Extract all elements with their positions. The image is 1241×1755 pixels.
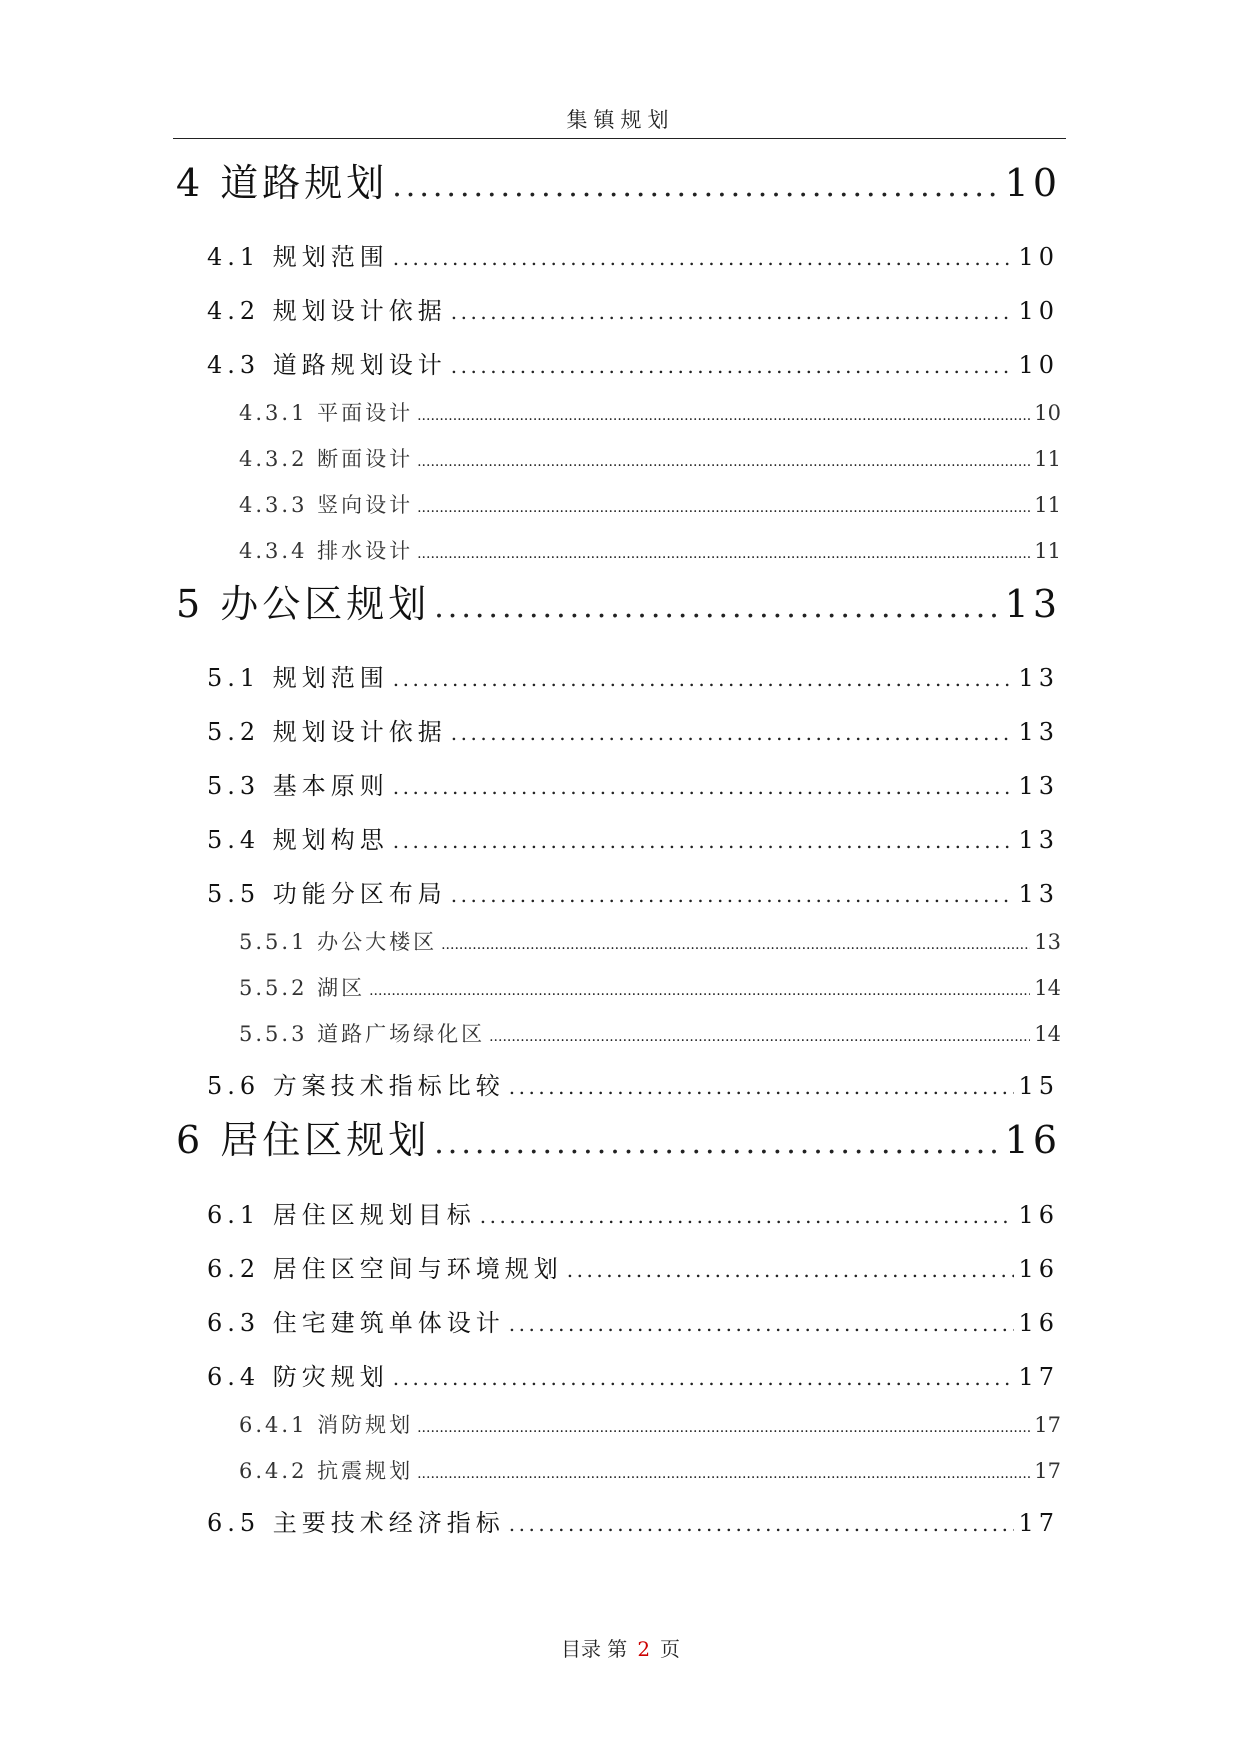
dot-leader: [489, 1029, 1030, 1045]
toc-entry-page: 10: [1018, 243, 1059, 271]
toc-entry-page: 16: [1018, 1201, 1059, 1229]
toc-entry-label: 6.4.1 消防规划: [239, 1413, 414, 1437]
toc-entry-page: 16: [1004, 1118, 1061, 1162]
toc-entry-6-4-2[interactable]: [239, 1455, 1061, 1485]
toc-entry-page: 13: [1018, 664, 1059, 692]
dot-leader: [434, 1126, 1000, 1161]
toc-entry-page: 17: [1034, 1459, 1061, 1483]
toc-entry-page: 10: [1004, 161, 1061, 205]
dot-leader: [567, 1258, 1015, 1282]
toc-entry-page: 14: [1034, 1022, 1061, 1046]
dot-leader: [417, 1420, 1030, 1436]
toc-entry-page: 13: [1018, 772, 1059, 800]
toc-entry-chapter-6[interactable]: [176, 1109, 1061, 1164]
toc-entry-4-3-3[interactable]: [239, 489, 1061, 519]
toc-entry-label: 5.5.3 道路广场绿化区: [239, 1022, 486, 1046]
toc-entry-label: 4.1 规划范围: [207, 243, 389, 271]
dot-leader: [451, 300, 1015, 324]
toc-entry-label: 6.1 居住区规划目标: [207, 1201, 476, 1229]
toc-entry-page: 10: [1034, 401, 1061, 425]
dot-leader: [451, 721, 1015, 745]
running-header-title: 集镇规划: [566, 108, 675, 132]
toc-entry-5-3[interactable]: [207, 766, 1059, 801]
footer-prefix: 目录 第: [560, 1637, 628, 1661]
toc-entry-page: 11: [1034, 447, 1061, 471]
dot-leader: [417, 408, 1030, 424]
toc-entry-4-1[interactable]: [207, 237, 1059, 272]
toc-entry-6-4-1[interactable]: [239, 1409, 1061, 1439]
toc-entry-label: 4.3 道路规划设计: [207, 351, 447, 379]
toc-entry-page: 13: [1018, 718, 1059, 746]
dot-leader: [392, 169, 1000, 204]
dot-leader: [417, 500, 1030, 516]
toc-entry-page: 13: [1004, 582, 1061, 626]
toc-entry-page: 17: [1018, 1363, 1059, 1391]
toc-entry-page: 10: [1018, 297, 1059, 325]
dot-leader: [393, 667, 1015, 691]
dot-leader: [480, 1204, 1015, 1228]
toc-entry-5-5-3[interactable]: [239, 1018, 1061, 1048]
toc-entry-page: 16: [1018, 1309, 1059, 1337]
toc-entry-page: 14: [1034, 976, 1061, 1000]
toc-entry-5-5-1[interactable]: [239, 926, 1061, 956]
toc-entry-chapter-5[interactable]: [176, 573, 1061, 628]
toc-entry-4-3[interactable]: [207, 345, 1059, 380]
toc-entry-label: 6 居住区规划: [176, 1118, 431, 1162]
toc-entry-page: 13: [1018, 880, 1059, 908]
dot-leader: [509, 1075, 1015, 1099]
toc-entry-label: 4 道路规划: [176, 161, 389, 205]
toc-entry-chapter-4[interactable]: [176, 152, 1061, 207]
page-footer: [0, 1633, 1241, 1662]
toc-entry-page: 11: [1034, 539, 1061, 563]
dot-leader: [393, 775, 1015, 799]
dot-leader: [509, 1512, 1015, 1536]
toc-entry-6-3[interactable]: [207, 1303, 1059, 1338]
toc-entry-label: 5.5 功能分区布局: [207, 880, 447, 908]
toc-entry-4-3-1[interactable]: [239, 397, 1061, 427]
toc-entry-6-2[interactable]: [207, 1249, 1059, 1284]
toc-entry-label: 4.3.4 排水设计: [239, 539, 414, 563]
toc-entry-label: 5.6 方案技术指标比较: [207, 1072, 505, 1100]
toc-entry-page: 16: [1018, 1255, 1059, 1283]
toc-entry-6-1[interactable]: [207, 1195, 1059, 1230]
toc-entry-page: 17: [1018, 1509, 1059, 1537]
footer-page-number: 2: [637, 1637, 651, 1661]
dot-leader: [369, 983, 1030, 999]
dot-leader: [451, 883, 1015, 907]
toc-entry-6-4[interactable]: [207, 1357, 1059, 1392]
toc-entry-label: 6.4.2 抗震规划: [239, 1459, 414, 1483]
toc-entry-6-5[interactable]: [207, 1503, 1059, 1538]
toc-entry-label: 5 办公区规划: [176, 582, 431, 626]
toc-entry-label: 6.2 居住区空间与环境规划: [207, 1255, 563, 1283]
header-rule: [173, 138, 1066, 139]
footer-suffix: 页: [660, 1637, 681, 1661]
dot-leader: [417, 546, 1030, 562]
toc-entry-5-5[interactable]: [207, 874, 1059, 909]
toc-entry-label: 4.3.1 平面设计: [239, 401, 414, 425]
toc-entry-page: 13: [1018, 826, 1059, 854]
dot-leader: [417, 454, 1030, 470]
toc-entry-page: 10: [1018, 351, 1059, 379]
toc-entry-label: 4.2 规划设计依据: [207, 297, 447, 325]
dot-leader: [434, 590, 1000, 625]
dot-leader: [509, 1312, 1015, 1336]
toc-entry-5-1[interactable]: [207, 658, 1059, 693]
dot-leader: [393, 246, 1015, 270]
toc-entry-label: 5.3 基本原则: [207, 772, 389, 800]
toc-entry-page: 17: [1034, 1413, 1061, 1437]
dot-leader: [393, 1366, 1015, 1390]
toc-entry-label: 5.5.2 湖区: [239, 976, 366, 1000]
toc-entry-label: 6.4 防灾规划: [207, 1363, 389, 1391]
toc-entry-page: 13: [1034, 930, 1061, 954]
toc-entry-label: 4.3.3 竖向设计: [239, 493, 414, 517]
dot-leader: [393, 829, 1015, 853]
toc-entry-label: 4.3.2 断面设计: [239, 447, 414, 471]
toc-entry-4-3-4[interactable]: [239, 535, 1061, 565]
dot-leader: [441, 937, 1030, 953]
toc-entry-label: 5.5.1 办公大楼区: [239, 930, 438, 954]
toc-entry-label: 5.4 规划构思: [207, 826, 389, 854]
toc-entry-label: 5.2 规划设计依据: [207, 718, 447, 746]
dot-leader: [417, 1466, 1030, 1482]
toc-entry-label: 6.5 主要技术经济指标: [207, 1509, 505, 1537]
dot-leader: [451, 354, 1015, 378]
toc-entry-label: 5.1 规划范围: [207, 664, 389, 692]
toc-entry-page: 11: [1034, 493, 1061, 517]
toc-entry-page: 15: [1018, 1072, 1059, 1100]
toc-entry-5-4[interactable]: [207, 820, 1059, 855]
toc-entry-4-2[interactable]: [207, 291, 1059, 326]
toc-entry-5-2[interactable]: [207, 712, 1059, 747]
toc-entry-4-3-2[interactable]: [239, 443, 1061, 473]
toc-entry-5-6[interactable]: [207, 1066, 1059, 1101]
toc-entry-label: 6.3 住宅建筑单体设计: [207, 1309, 505, 1337]
toc-entry-5-5-2[interactable]: [239, 972, 1061, 1002]
